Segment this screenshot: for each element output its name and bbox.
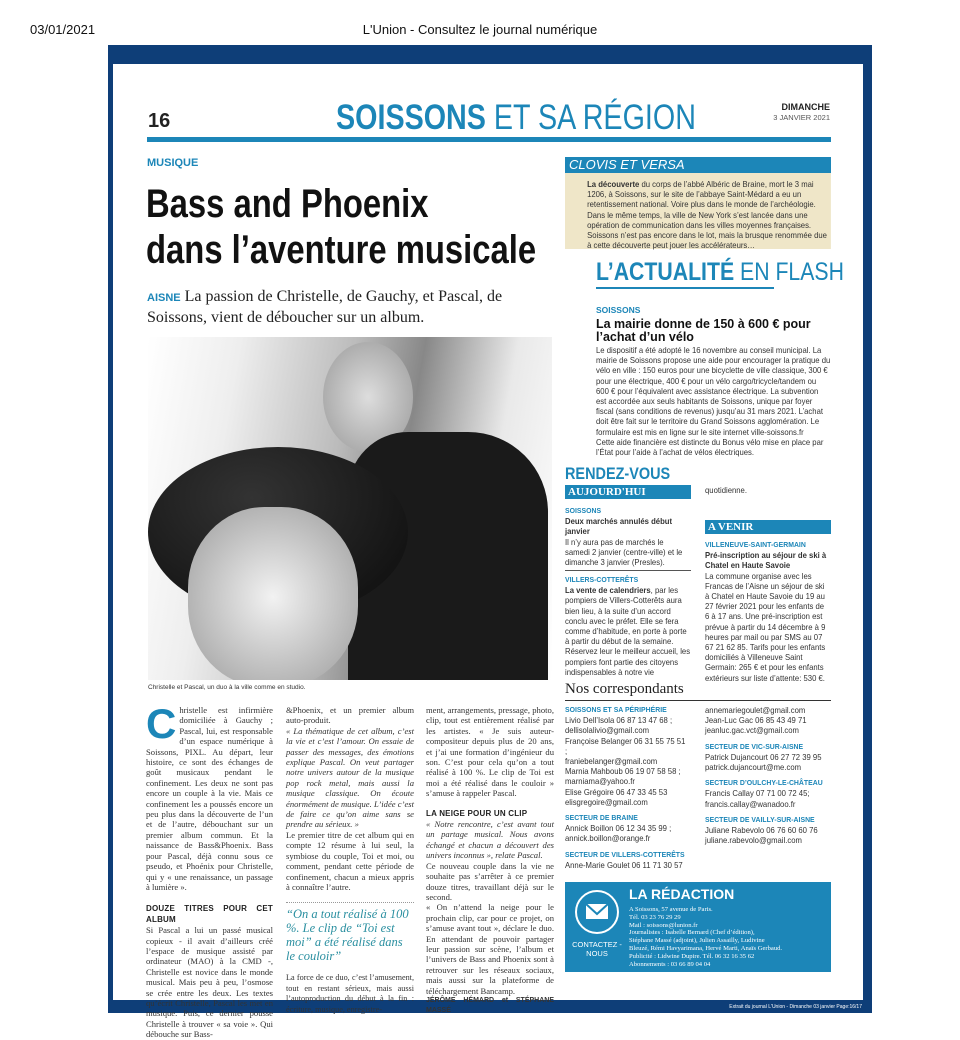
- correspondant-sector: SECTEUR DE VIC-SUR-AISNE: [705, 741, 804, 751]
- correspondant-line: Livio Dell’Isola 06 87 13 47 68 ;: [565, 715, 673, 726]
- clovis-box: [565, 173, 831, 249]
- correspondant-line: annemariegoulet@gmail.com: [705, 705, 806, 715]
- rdv-item: [565, 575, 690, 677]
- print-date: 03/01/2021: [30, 22, 96, 37]
- clovis-text: du corps de l’abbé Albéric de Braine, mort le 3 mai 1206, à Soissons, sur le site de l’abbaye Saint-Médard a eu un retentissement national. Voire plus dans le monde de l’archéologie. Dans le même temps, la ville de New York s’est lancée dans une opération de communication dans les villes moyennes françaises. Soissons n’est pas encore dans le lot, mais la brusque renommée due à cette découverte peut jouer les accélérateurs…: [587, 179, 827, 251]
- subhead: DOUZE TITRES POUR CET ALBUM: [146, 904, 273, 924]
- paragraph: « On n’attend la neige pour le prochain clip, car pour ce projet, on s’amuse avant tout », déclare le duo. En attendant de pouvoir partager leur passion sur scène, l’album et l’univers de Bass and Phoenix sont à retrouver sur les réseaux sociaux, mais aussi sur la plateforme de téléchargement Bancamp.: [426, 902, 554, 996]
- correspondant-sector: SECTEUR D’OULCHY-LE-CHÂTEAU: [705, 778, 823, 788]
- redaction-line: Tél. 03 23 76 29 29: [629, 913, 681, 921]
- correspondant-sector: SECTEUR DE VILLERS-COTTERÊTS: [565, 849, 685, 859]
- flash-title-light: EN FLASH: [734, 258, 844, 286]
- correspondant-sector: SOISSONS ET SA PÉRIPHÉRIE: [565, 705, 667, 714]
- correspondant-line: Marnia Mahboub 06 19 07 58 58 ;: [565, 766, 681, 777]
- section-title-bold: SOISSONS: [336, 98, 486, 137]
- rdv-continued: quotidienne.: [705, 485, 747, 495]
- correspondant-line: jeanluc.gac.vct@gmail.com: [705, 725, 799, 736]
- mail-icon: [575, 890, 619, 934]
- redaction-line: A Soissons, 57 avenue de Paris.: [629, 906, 713, 913]
- correspondant-line: Juliane Rabevolo 06 76 60 60 76: [705, 825, 818, 836]
- print-title: L'Union - Consultez le journal numérique: [362, 22, 598, 37]
- footer-text: Extrait du journal L'Union - Dimanche 03 janvier Page:16/17: [729, 1004, 862, 1010]
- rdv-item-title: La vente de calendriers: [565, 585, 651, 596]
- section-title: [336, 98, 696, 138]
- drop-cap: C: [146, 700, 177, 747]
- flash-title-bold: L’ACTUALITÉ: [596, 258, 735, 286]
- article-column-3: [426, 705, 554, 1017]
- correspondant-sector: SECTEUR DE BRAINE: [565, 813, 638, 823]
- rdv-item-text: La commune organise avec les Francas de l’Aisne un séjour de ski à Chatel en Haute Savoie du 19 au 27 février 2021 pour les enfants de 6 à 17 ans. Une pré-inscription est prévue à partir du 14 décembre à 9 heures par mail ou par SMS au 07 67 21 62 85. Tarifs pour les enfants domiciliés à Villeneuve Saint Germain: 265 € et pour les enfants extérieurs sur liste d’attente: 530 €.: [705, 570, 826, 683]
- paragraph: &Phoenix, et un premier album auto-produit.: [286, 705, 414, 726]
- redaction-box: [565, 882, 831, 972]
- correspondants-title: Nos correspondants: [565, 681, 684, 697]
- flash-title: [596, 258, 844, 287]
- lead-text: La passion de Christelle, de Gauchy, et Pascal, de Soissons, vient de déboucher sur un album.: [147, 288, 503, 326]
- paragraph: Le dispositif a été adopté le 16 novembre au conseil municipal. La mairie de Soissons propose une aide pour encourager la pratique du vélo en ville : 150 euros pour une bicyclette de ville classique, 300 € pour une électrique, 400 € pour un vélo cargo/tricycle/tandem ou 600 € pour l’équivalent avec assistance électrique. La subvention est accordée aux seuls habitants de Soissons, unique par foyer fiscal (sans conditions de revenus) jusqu’au 31 mars 2021. L’achat doit être fait sur le territoire du Grand Soissons agglomération. Le formulaire est mis en ligne sur le site internet ville-soissons.fr: [596, 345, 831, 437]
- clovis-lead: La découverte: [587, 179, 640, 189]
- rdv-place: SOISSONS: [565, 506, 602, 515]
- article-lead: [147, 287, 557, 328]
- rdv-place: VILLENEUVE-SAINT-GERMAIN: [705, 540, 806, 549]
- rdv-item: [705, 540, 830, 683]
- rdv-item: [565, 506, 690, 567]
- issue-date: 3 JANVIER 2021: [773, 113, 830, 122]
- correspondant-line: juliane.rabevolo@gmail.com: [705, 835, 802, 846]
- rdv-item-text: , par les pompiers de Villers-Cotterêts aura bien lieu, à la suite d’un accord conclu avec le préfet. Elle se fera comme d’habitude, en porte à porte à partir du début de la semaine. Réservez leur le meilleur accueil, les pompiers font partie des citoyens indispensables à notre vie: [565, 585, 691, 677]
- correspondant-line: Patrick Dujancourt 06 27 72 39 95: [705, 751, 822, 762]
- correspondant-line: dellisolalivio@gmail.com: [565, 725, 650, 736]
- paragraph: Cette aide financière est distincte du Bonus vélo mise en place par l’État pour l’aide à l’achat de vélos électriques.: [596, 436, 824, 458]
- section-title-light: ET SA RÉGION: [485, 98, 696, 137]
- headline-line-2: dans l’aventure musicale: [146, 228, 537, 272]
- flash-body: [596, 345, 831, 457]
- lead-tag: AISNE: [147, 292, 181, 304]
- correspondant-line: franiebelanger@gmail.com: [565, 756, 658, 767]
- rdv-item-text: Il n’y aura pas de marchés le samedi 2 janvier (centre-ville) et le dimanche 3 janvier (Presles).: [565, 536, 683, 568]
- rdv-place: VILLERS-COTTERÊTS: [565, 575, 639, 584]
- correspondant-line: Elise Grégoire 06 47 33 45 53: [565, 786, 668, 797]
- correspondant-sector: SECTEUR DE VAILLY-SUR-AISNE: [705, 814, 815, 824]
- rdv-title: RENDEZ-VOUS: [565, 464, 671, 483]
- paragraph: hristelle est infirmière domiciliée à Gauchy ; Pascal, lui, est responsable d’un espace numérique à Soissons, PIXL. Au départ, leur histoire, ce sont des échanges de goût musicaux pendant le confinement. Les deux ne sont pas encore un couple à la vie. Mais ce confinement les a poussés encore un peu plus dans la découverte de l’un et de l’autre, débouchant sur un premier album commun. Et la naissance de Bass&Phoenix. Bass pour Pascal, déjà connu sous ce pseudo, et Phoénix pour Christelle, qui y « une renaissance, un passage à lumière ».: [146, 705, 273, 892]
- rdv-coming: A VENIR: [705, 520, 831, 534]
- redaction-details: [629, 906, 782, 968]
- redaction-line: Bleuzé, Rémi Havyarimana, Hervé Marti, Anaïs Gerbaud.: [629, 944, 783, 952]
- rdv-today: AUJOURD'HUI: [565, 485, 691, 499]
- redaction-line: Abonnements : 03 66 89 04 04: [629, 960, 711, 968]
- article-column-1: [146, 700, 273, 1040]
- paragraph: « Notre rencontre, c’est avant tout un partage musical. Nous avons échangé et chacun a découvert des univers inconnus », relate Pascal.: [426, 819, 554, 861]
- clovis-title: CLOVIS ET VERSA: [565, 157, 831, 173]
- correspondants-column-2: [705, 705, 829, 845]
- correspondant-line: francis.callay@wanadoo.fr: [705, 798, 796, 809]
- rdv-item-title: Deux marchés annulés début janvier: [565, 516, 673, 537]
- paragraph: Le premier titre de cet album qui en compte 12 résume à lui seul, la symbiose du couple, Toi et moi, ou comment, pendant cette période de confinement, chacun a mieux appris à connaître l’autre.: [286, 829, 414, 892]
- correspondant-line: marniama@yahoo.fr: [565, 776, 635, 787]
- redaction-title: LA RÉDACTION: [629, 886, 735, 902]
- rdv-item-title: Pré-inscription au séjour de ski à Chatel en Haute Savoie: [705, 550, 827, 571]
- correspondants-column-1: [565, 705, 689, 870]
- correspondant-line: elisgregoire@gmail.com: [565, 796, 648, 807]
- paragraph: « La thématique de cet album, c’est la vie et c’est l’amour. On essaie de passer des messages, des émotions explique Pascal. On veut partager notre univers autour de la musique pop rock metal, mais aussi la musique classique. On écoute énormément de musique. L’idée c’est de faire ce qu’on aime sans se prendre au sérieux. »: [286, 725, 414, 830]
- page-number: 16: [148, 110, 171, 132]
- article-kicker: MUSIQUE: [147, 157, 199, 169]
- byline: JÉRÔME HÉMARD et STÉPHANE MASSÉ: [426, 996, 554, 1015]
- headline-line-1: Bass and Phoenix: [146, 182, 429, 226]
- redaction-line: Mail : soissons@lunion.fr: [629, 921, 698, 929]
- paragraph: Ce nouveau couple dans la vie ne souhaite pas s’arrêter à ce premier douze titres, travaillant déjà sur le second.: [426, 860, 554, 902]
- pull-quote: “On a tout réalisé à 100 %. Le clip de “Toi est moi” a été réalisé dans le couloir”: [286, 902, 414, 963]
- correspondant-line: annick.boillon@orange.fr: [565, 833, 651, 844]
- subhead: LA NEIGE POUR UN CLIP: [426, 808, 528, 818]
- paragraph: Si Pascal a lui un passé musical copieux - il avait d’ailleurs créé l’espace de musique assisté par ordinateur (MAO) à la CMD -, Christelle est novice dans le monde musical. Mais peu à peu, l’osmose se crée entre les deux. Les textes qu’écrit Christelle, Pascal les met en musique. Puis, ce dernier pousse Christelle à trouver « sa voie ». Qui débouche sur Bass-: [146, 925, 273, 1040]
- flash-headline: La mairie donne de 150 à 600 € pour l’achat d’un vélo: [596, 317, 811, 344]
- paragraph: ment, arrangements, pressage, photo, clip, tout est entièrement réalisé par les artistes. « Je suis auteur-compositeur depuis plus de 20 ans, et j’ai une formation d’ingénieur du son. C’est pour cela qu’on a tout réalisé à 100 %. Le clip de Toi est moi a été réalisé dans le couloir » s’amuse à rappeler Pascal.: [426, 705, 554, 799]
- article-column-2: [286, 705, 414, 1015]
- correspondant-line: Jean-Luc Gac 06 85 43 49 71: [705, 715, 807, 726]
- divider: [565, 700, 831, 701]
- correspondant-line: Francis Callay 07 71 00 72 45;: [705, 788, 810, 799]
- correspondant-line: Annick Boillon 06 12 34 35 99 ;: [565, 823, 672, 834]
- redaction-line: Publicité : Lidwine Dupire. Tél. 06 32 16 35 62: [629, 952, 755, 960]
- correspondant-line: Anne-Marie Goulet 06 11 71 30 57: [565, 859, 683, 870]
- article-headline: [146, 181, 536, 273]
- article-photo: [148, 337, 552, 680]
- redaction-line: Journalistes : Isabelle Bernard (Chef d’édition),: [629, 929, 755, 937]
- header-rule: [147, 137, 831, 142]
- contact-label: CONTACTEZ -NOUS: [572, 940, 622, 958]
- photo-caption: Christelle et Pascal, un duo à la ville comme en studio.: [148, 684, 306, 691]
- correspondant-line: Françoise Belanger 06 31 55 75 51 ;: [565, 735, 686, 756]
- issue-day: DIMANCHE: [781, 102, 830, 112]
- correspondant-line: patrick.dujancourt@me.com: [705, 762, 802, 773]
- redaction-line: Stéphane Massé (adjoint), Julien Assailly, Ludivine: [629, 937, 765, 945]
- paragraph: La force de ce duo, c’est l’amusement, tout en restant sérieux, mais aussi l’autoproduction du début à la fin : écriture, musique, enregistre-: [286, 973, 414, 1014]
- divider: [565, 570, 691, 571]
- flash-rule: [596, 287, 774, 289]
- flash-kicker: SOISSONS: [596, 305, 641, 315]
